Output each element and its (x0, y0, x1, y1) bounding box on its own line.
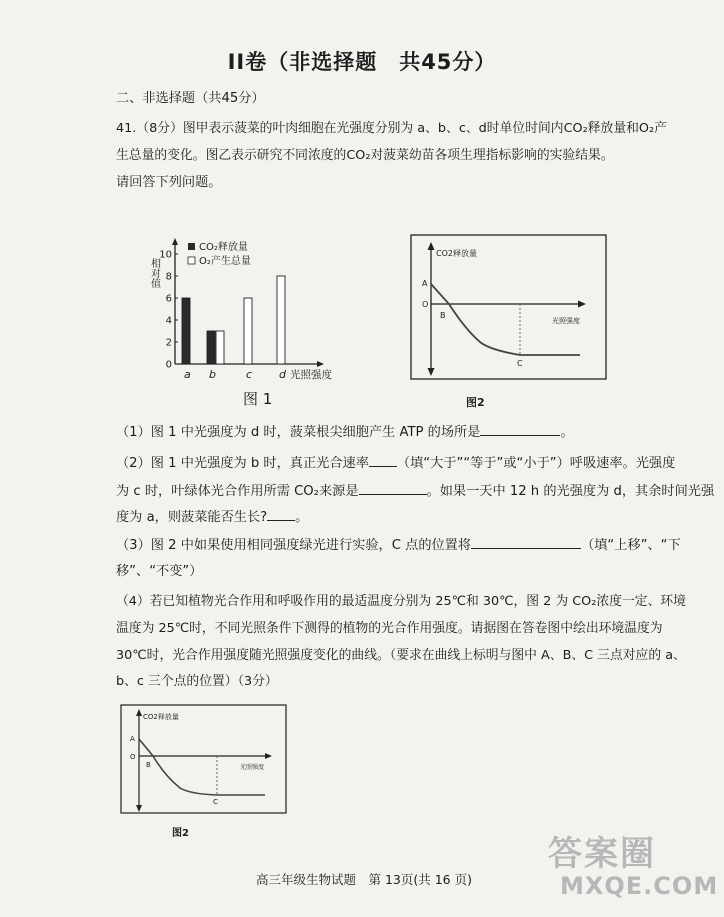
answer-graph-point-a: A (130, 735, 135, 743)
figure1-y-arrow (172, 238, 178, 245)
question-intro-line1: 41.（8分）图甲表示菠菜的叶肉细胞在光强度分别为 a、b、c、d时单位时间内CO₂释放量和O₂产 (116, 121, 667, 136)
question-4-line3: 30℃时，光合作用强度随光照强度变化的曲线。（要求在曲线上标明与图中 A、B、C 三点对应的 a、 (116, 648, 686, 663)
answer-graph-origin: O (130, 753, 136, 761)
figure1-legend-co2: CO₂释放量 (199, 242, 248, 253)
answer-graph-point-b: B (146, 761, 151, 769)
figure1-category-label: a (184, 368, 191, 381)
figure1-ytick-label: 6 (165, 293, 172, 305)
figure1-legend-o2: O₂产生总量 (199, 256, 251, 267)
answer-graph-y-arrow-top (136, 709, 142, 716)
figure2-point-c: C (517, 359, 523, 368)
figure1-legend-co2-swatch (188, 243, 195, 250)
figure2-origin: O (422, 300, 429, 309)
question-2-text-d: 。如果一天中 12 h 的光强度为 d，其余时间光强 (426, 484, 715, 499)
question-4-line2: 温度为 25℃时，不同光照条件下测得的植物的光合作用强度。请据图在答卷图中绘出环境温度为 (116, 621, 663, 636)
answer-blank-2a[interactable] (369, 452, 397, 467)
question-intro-line3: 请回答下列问题。 (116, 175, 222, 190)
figure2-ylabel: CO2释放量 (436, 249, 477, 258)
figure1-ytick-label: 2 (165, 337, 172, 349)
question-1 (116, 420, 574, 446)
question-4-line1: （4）若已知植物光合作用和呼吸作用的最适温度分别为 25℃和 30℃，图 2 为 CO₂浓度一定、环境 (116, 594, 686, 609)
figure1-ytick-label: 0 (165, 359, 172, 371)
figure2-point-b: B (440, 311, 446, 320)
question-3-line2: 移”、“不变”） (116, 564, 203, 579)
answer-blank-2c[interactable] (267, 506, 295, 521)
question-2-text-c: 为 c 时，叶绿体光合作用所需 CO₂来源是 (116, 484, 359, 499)
figure1-xlabel: 光照强度 (290, 369, 332, 381)
figure1-bar-d-o2 (277, 276, 285, 364)
question-4-line4: b、c 三个点的位置）（3分） (116, 674, 278, 689)
question-2-text-b: （填“大于”“等于”或“小于”）呼吸速率。光强度 (396, 456, 676, 471)
answer-graph-point-c: C (213, 798, 218, 806)
question-intro-line2: 生总量的变化。图乙表示研究不同浓度的CO₂对菠菜幼苗各项生理指标影响的实验结果。 (116, 148, 614, 163)
question-2-text-e: 度为 a，则菠菜能否生长? (116, 510, 268, 525)
question-3-line1 (116, 533, 681, 559)
figure1-ylabel: 相对值 (148, 258, 160, 288)
figure2-line-chart (410, 234, 610, 384)
figure1-category-label: c (246, 368, 253, 381)
section-heading: 二、非选择题（共45分） (116, 91, 265, 106)
watermark-logo: 答案圈 (548, 834, 656, 874)
figure1-bar-c-o2 (244, 298, 252, 364)
page-footer: 高三年级生物试题 第 13页(共 16 页) (256, 872, 472, 887)
figure1-ytick-label: 8 (165, 271, 172, 283)
answer-graph-ylabel: CO2释放量 (143, 713, 179, 721)
answer-graph[interactable] (120, 704, 290, 816)
answer-blank-2b[interactable] (359, 480, 427, 495)
question-2-line2 (116, 479, 714, 505)
question-2-line3 (116, 505, 308, 531)
answer-graph-frame (121, 705, 286, 813)
answer-blank-1[interactable] (480, 421, 560, 436)
figure2-caption: 图2 (466, 396, 485, 409)
question-2-line1 (116, 451, 675, 477)
figure1-caption: 图 1 (243, 390, 273, 408)
figure2-y-arrow-top (428, 242, 435, 250)
watermark-url: MXQE.COM (560, 872, 719, 900)
figure1-ytick-label: 4 (165, 315, 172, 327)
question-1-text: （1）图 1 中光强度为 d 时，菠菜根尖细胞产生 ATP 的场所是 (116, 425, 481, 440)
figure1-bar-b-co2 (207, 331, 215, 364)
answer-graph-y-arrow-bottom (136, 805, 142, 812)
question-3-text-b: （填“上移”、“下 (581, 538, 681, 553)
figure1-bar-a-co2 (182, 298, 190, 364)
figure2-point-a: A (422, 279, 428, 288)
figure2-xlabel: 光照强度 (552, 317, 580, 325)
question-2-text-f: 。 (295, 510, 309, 525)
figure2-x-arrow (578, 301, 586, 308)
figure1-x-arrow (317, 361, 324, 367)
question-3-text-a: （3）图 2 中如果使用相同强度绿光进行实验，C 点的位置将 (116, 538, 472, 553)
answer-graph-x-arrow (265, 753, 272, 759)
figure1-ytick-label: 10 (159, 249, 172, 261)
question-1-end: 。 (560, 425, 574, 440)
answer-graph-xlabel: 光照强度 (240, 764, 265, 771)
figure1-legend-o2-swatch (188, 257, 195, 264)
figure1-category-label: b (209, 368, 216, 381)
figure2-y-arrow-bottom (428, 368, 435, 376)
page-title: II卷（非选择题 共45分） (227, 50, 497, 74)
figure1-bar-b-o2 (216, 331, 224, 364)
figure1-bar-chart (150, 236, 360, 416)
answer-blank-3[interactable] (471, 534, 581, 549)
question-2-text-a: （2）图 1 中光强度为 b 时，真正光合速率 (116, 456, 369, 471)
figure1-category-label: d (279, 368, 286, 381)
answer-graph-caption: 图2 (172, 828, 189, 839)
